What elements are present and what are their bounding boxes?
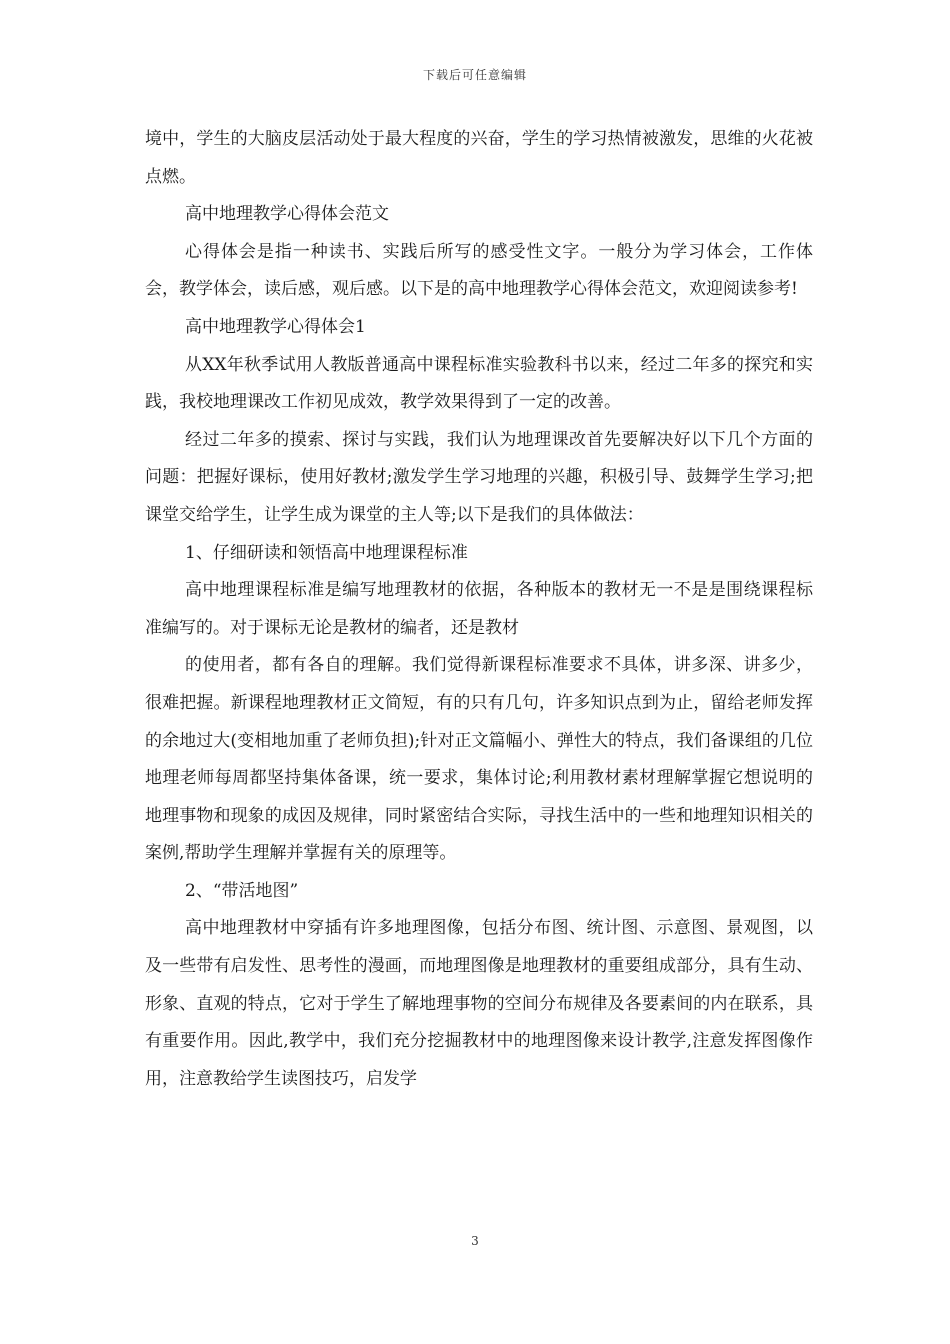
- numbered-heading: 2、“带活地图”: [185, 880, 299, 901]
- page-number: 3: [471, 1234, 479, 1248]
- numbered-heading: 1、仔细研读和领悟高中地理课程标准: [185, 542, 468, 563]
- section-heading: 高中地理教学心得体会1: [185, 316, 366, 337]
- page-header: 下载后可任意编辑: [422, 68, 527, 82]
- paragraph: 从XX年秋季试用人教版普通高中课程标准实验教科书以来，经过二年多的探究和实践，我校地理课改工作初见成效，教学效果得到了一定的改善。: [145, 354, 813, 413]
- paragraph: 心得体会是指一种读书、实践后所写的感受性文字。一般分为学习体会，工作体会，教学体会，读后感，观后感。以下是的高中地理教学心得体会范文，欢迎阅读参考!: [145, 241, 813, 300]
- paragraph: 高中地理课程标准是编写地理教材的依据，各种版本的教材无一不是是围绕课程标准编写的。对于课标无论是教材的编者，还是教材: [145, 580, 813, 638]
- document-body: [145, 121, 813, 1098]
- paragraph: 的使用者，都有各自的理解。我们觉得新课程标准要求不具体，讲多深、讲多少，很难把握。新课程地理教材正文简短，有的只有几句，许多知识点到为止，留给老师发挥的余地过大(变相地加重了老师负担);针对正文篇幅小、弹性大的特点，我们备课组的几位地理老师每周都坚持集体备课，统一要求，集体讨论;利用教材素材理解掌握它想说明的地理事物和现象的成因及规律，同时紧密结合实际，寻找生活中的一些和地理知识相关的案例,帮助学生理解并掌握有关的原理等。: [145, 655, 813, 864]
- paragraph: 高中地理教材中穿插有许多地理图像，包括分布图、统计图、示意图、景观图，以及一些带有启发性、思考性的漫画，而地理图像是地理教材的重要组成部分，具有生动、形象、直观的特点，它对于学生了解地理事物的空间分布规律及各要素间的内在联系，具有重要作用。因此,教学中，我们充分挖掘教材中的地理图像来设计教学,注意发挥图像作用，注意教给学生读图技巧，启发学: [145, 918, 813, 1089]
- paragraph: 境中，学生的大脑皮层活动处于最大程度的兴奋，学生的学习热情被激发，思维的火花被点燃。: [145, 129, 813, 187]
- paragraph: 经过二年多的摸索、探讨与实践，我们认为地理课改首先要解决好以下几个方面的问题：把握好课标，使用好教材;激发学生学习地理的兴趣，积极引导、鼓舞学生学习;把课堂交给学生，让学生成为课堂的主人等;以下是我们的具体做法：: [145, 429, 813, 525]
- section-heading: 高中地理教学心得体会范文: [185, 204, 389, 225]
